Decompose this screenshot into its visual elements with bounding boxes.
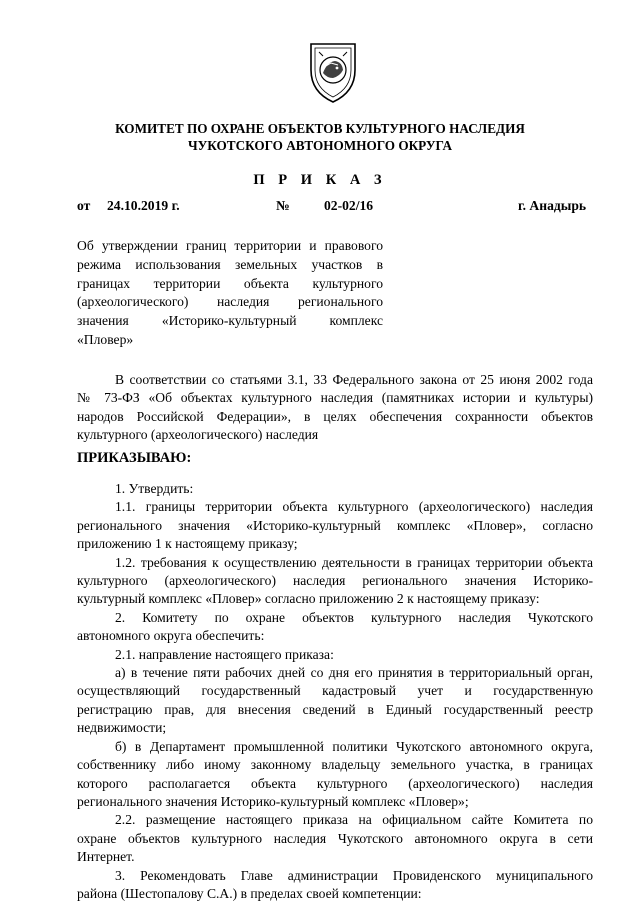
body-line: района (Шестопалову С.А.) в пределах своей компетенции: <box>77 885 422 901</box>
order-date: 24.10.2019 г. <box>107 198 180 213</box>
organization-name-line1: КОМИТЕТ ПО ОХРАНЕ ОБЪЕКТОВ КУЛЬТУРНОГО НАСЛЕДИЯ <box>115 121 525 136</box>
order-number: 02-02/16 <box>324 198 374 213</box>
body-line: регионального значения «Историко-культурный комплекс «Пловер», согласно <box>77 517 593 533</box>
body-line: регистрацию прав, для внесения сведений в Единый государственный реестр <box>77 701 593 717</box>
body-line: а) в течение пяти рабочих дней со дня его принятия в территориальный орган, <box>115 665 593 681</box>
body-line: собственнику либо иному законному владельцу земельного участка, в границах <box>77 757 593 773</box>
preamble-line: № 73-ФЗ «Об объектах культурного наследия (памятниках истории и культуры) <box>77 390 593 406</box>
number-label: № <box>276 198 290 213</box>
order-word: ПРИКАЗЫВАЮ: <box>77 450 192 466</box>
coat-of-arms-icon <box>307 40 359 104</box>
body-line: 2. Комитету по охране объектов культурного наследия Чукотского <box>115 609 593 625</box>
subject-line: режима использования земельных участков в <box>77 256 383 272</box>
subject-line: (археологического) наследия регионального <box>77 294 383 310</box>
preamble <box>77 371 593 444</box>
order-subject <box>77 237 383 350</box>
body-line: б) в Департамент промышленной политики Чукотского автономного округа, <box>115 738 593 754</box>
document-title: П Р И К А З <box>253 172 387 188</box>
body-line: 1. Утвердить: <box>115 481 194 496</box>
organization-name-line2: ЧУКОТСКОГО АВТОНОМНОГО ОКРУГА <box>187 138 453 153</box>
body-line: охране объектов культурного наследия Чукотского автономного округа в сети <box>77 830 593 846</box>
body-line: 2.2. размещение настоящего приказа на официальном сайте Комитета по <box>115 812 593 828</box>
order-body <box>77 480 593 903</box>
preamble-line: народов Российской Федерации», в целях обеспечения сохранности объектов <box>77 408 593 424</box>
body-line: культурного (археологического) наследия регионального значения Историко- <box>77 573 593 589</box>
body-line: Интернет. <box>77 849 135 865</box>
order-place: г. Анадырь <box>518 198 587 213</box>
subject-line: значения «Историко-культурный комплекс <box>77 313 383 329</box>
date-prefix: от <box>77 198 91 213</box>
body-line: осуществляющий государственный кадастровый учет и государственную <box>77 683 593 699</box>
body-line: 1.1. границы территории объекта культурного (археологического) наследия <box>115 499 593 515</box>
preamble-line: В соответствии со статьями 3.1, 33 Федерального закона от 25 июня 2002 года <box>115 372 593 387</box>
body-line: которого располагается объекта культурного (археологического) наследия <box>77 775 593 791</box>
subject-line: Об утверждении границ территории и правового <box>77 238 383 253</box>
body-line: недвижимости; <box>77 720 167 736</box>
subject-line: границах территории объекта культурного <box>77 275 383 291</box>
body-line: 3. Рекомендовать Главе администрации Провиденского муниципального <box>115 867 593 883</box>
body-line: 1.2. требования к осуществлению деятельности в границах территории объекта <box>115 554 593 570</box>
body-line: приложению 1 к настоящему приказу; <box>77 536 298 552</box>
preamble-line: культурного (археологического) наследия <box>77 426 319 442</box>
body-line: 2.1. направление настоящего приказа: <box>115 646 334 662</box>
body-line: автономного округа обеспечить: <box>77 628 265 644</box>
subject-line: «Пловер» <box>77 331 134 347</box>
body-line: регионального значения Историко-культурный комплекс «Пловер»; <box>77 793 469 809</box>
body-line: культурный комплекс «Пловер» согласно приложению 2 к настоящему приказу: <box>77 591 540 607</box>
